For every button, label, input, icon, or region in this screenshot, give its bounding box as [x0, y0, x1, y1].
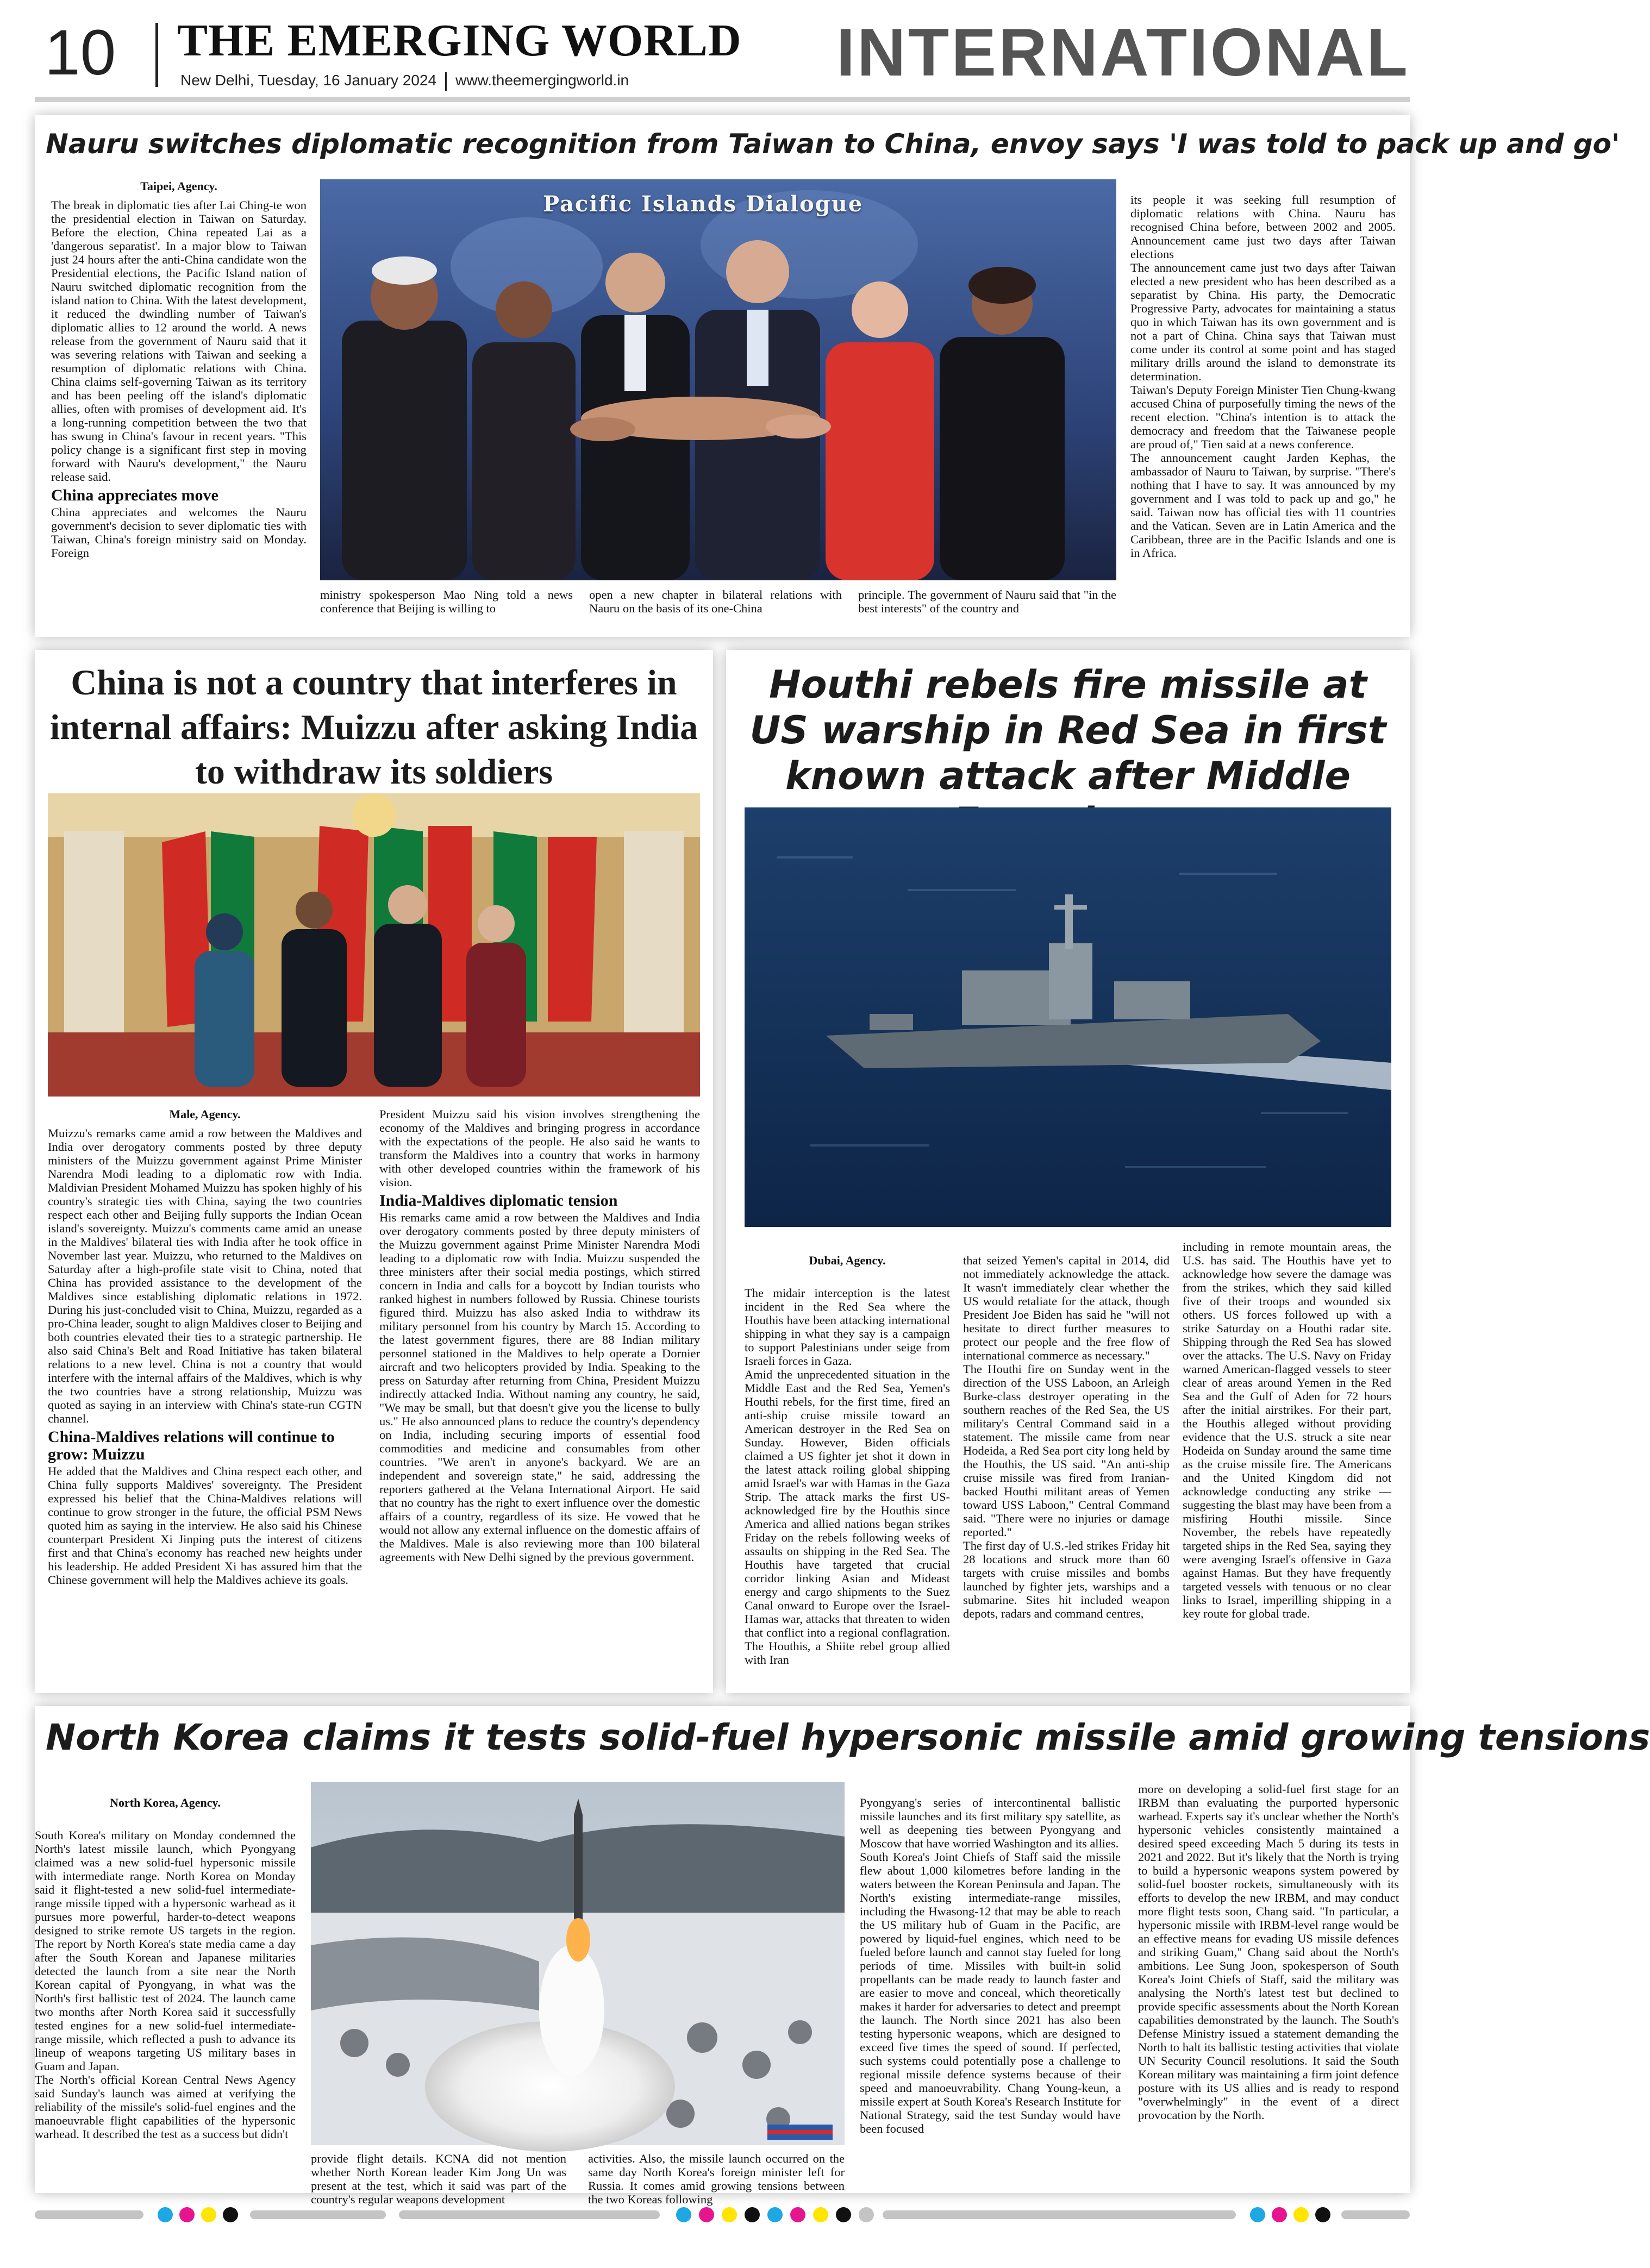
newspaper-name: THE EMERGING WORLD: [177, 15, 742, 66]
story-houthi-col3: [1183, 1240, 1391, 1686]
footer-bar-segment: [399, 2210, 660, 2219]
masthead-rule: [35, 97, 1410, 102]
story-houthi-headline[interactable]: Houthi rebels fire missile at US warship in Red Sea in first known attack after Middle: [749, 662, 1386, 798]
yellow-dot: [1293, 2207, 1309, 2222]
story-nauru-subhead: China appreciates move: [51, 486, 218, 504]
handshake-image: [320, 179, 1116, 580]
story-nk-col1-text: South Korea's military on Monday condemned the North's latest missile launch, which Pyongyang claimed was a new solid-fuel hypersonic missile with intermediate range. North Korea on Monday said it flight-tested a new solid-fuel intermediate-range missile tipped with a hypersonic warhead as it pursues more powerful, harder-to-detect weapons designed to strike remote US targets in the region. The report by North Korea's state media came a day after the South Korean and Japanese militaries detected the launch from a site near the North Korean capital of Pyongyang, in what was the North's first ballistic test of 2024. The launch came two months after North Korea said it successfully tested engines for a new solid-fuel intermediate-range missile, which reflected a push to advance its lineup of weapons targeting US military bases in Guam and Japan. The North's official Korean Central News Agency said Sunday's launch was aimed at verifying the reliability of the missile's solid-fuel engines and the manoeuvrable flight capabilities of the hypersonic warhead. It described the test as a success but didn't: [35, 1828, 296, 2141]
footer-bar-segment: [250, 2210, 386, 2219]
story-nauru-bottom-col4: [858, 588, 1116, 631]
masthead-subline: [180, 72, 629, 91]
story-maldives-dateline: Male, Agency.: [169, 1107, 241, 1121]
story-nauru-col1: [51, 179, 307, 630]
story-nk-bottom-col2: [311, 2152, 566, 2206]
story-north-korea-headline[interactable]: North Korea claims it tests solid-fuel hypersonic missile amid growing tensions: [46, 1716, 1650, 1758]
photo-banner-text: Pacific Islands Dialogue: [543, 191, 864, 217]
story-nk-col5-text: more on developing a solid-fuel first stage for an IRBM than evaluating the purported hypersonic warhead. Experts say it's unclear whether the North's hypersonic vehicles consistently maintained a desired speed exceeding Mach 5 during its tests in 2021 and 2022. But it's likely that the North is trying to build a hypersonic weapons system powered by solid-fuel booster rockets, simultaneously with its efforts to develop the new IRBM, and may conduct more flight tests soon, Chang said. "In particular, a hypersonic missile with IRBM-level range would be an effective means for evading US missile defences and striking Guam," Chang said about the North's ambitions. Lee Sung Joon, spokesperson of South Korea's Joint Chiefs of Staff, said the military was analysing the North's latest test but declined to provide specific assessments about the North Korean capabilities demonstrated by the launch. The South's Defense Ministry issued a statement demanding the North to halt its ballistic testing activities that violate UN Security Council resolutions. It said the South Korean military was maintaining a firm joint defence posture with its US allies and is ready to respond "overwhelmingly" in the event of a direct provocation by the North.: [1138, 1782, 1399, 2122]
nauru-photo: [320, 179, 1116, 580]
story-nauru-col5-text: its people it was seeking full resumption of diplomatic relations with China. Nauru has recognised China before, between 2002 and 2005. Announcement came just two days after Taiwan elections The announcement came just two days after Taiwan elected a new president who has been described as a separatist by China. His party, the Democratic Progressive Party, advocates for maintaining a status quo in which Taiwan has its own government and is not a part of China. China says that Taiwan must come under its control at some point and has staged military drills around the island to demonstrate its determination. Taiwan's Deputy Foreign Minister Tien Chung-kwang accused China of purposefully timing the news of the recent election. "China's intention is to attack the democracy and freedom that the Taiwanese people are proud of," Tien said at a news conference. The announcement caught Jarden Kephas, the ambassador of Nauru to Taiwan, by surprise. "There's nothing that I have to say. It was announced by my government and I was told to pack up and go," he said. Taiwan now has official ties with 11 countries and the Vatican. Seven are in Latin America and the Caribbean, three are in the Pacific Islands and one is in Africa.: [1130, 193, 1396, 560]
story-north-korea: [35, 1706, 1650, 2206]
magenta-dot: [179, 2207, 195, 2222]
story-nk-col4-text: Pyongyang's series of intercontinental ballistic missile launches and its first military spy satellite, as well as deepening ties between Pyongyang and Moscow that have worried Washington and its allies. South Korea's Joint Chiefs of Staff said the missile flew about 1,000 kilometres before landing in the waters between the Korean Peninsula and Japan. The North's existing intermediate-range missiles, including the Hwasong-12 that may be able to reach the US military hub of Guam in the Pacific, are powered by liquid-fuel engines, which need to be fueled before launch and cannot stay fueled for long periods of time. Missiles with built-in solid propellants can be made ready to launch faster and are easier to move and conceal, which theoretically makes it harder for adversaries to detect and preempt the launch. The North since 2021 has also been testing hypersonic weapons, which are designed to exceed five times the speed of sound. If perfected, such systems could potentially pose a challenge to regional missile defence systems because of their speed and manoeuvrability. Chang Young-keun, a missile expert at South Korea's Research Institute for National Strategy, said the test Sunday would have been focused: [860, 1796, 1121, 2135]
yellow-dot: [813, 2207, 828, 2222]
story-nauru-bottom-col3-text: open a new chapter in bilateral relations with Nauru on the basis of its one-China: [589, 588, 842, 615]
cyan-dot: [767, 2207, 783, 2222]
story-nauru-col5: [1130, 179, 1396, 630]
story-houthi-col1: [745, 1240, 950, 1686]
story-nk-dateline: North Korea, Agency.: [110, 1796, 221, 1809]
magenta-dot: [790, 2207, 805, 2222]
masthead: [35, 11, 1410, 102]
yellow-dot: [722, 2207, 737, 2222]
story-nk-col1: [35, 1782, 296, 2189]
section-title: INTERNATIONAL: [836, 15, 1410, 90]
footer-bar-segment: [883, 2210, 1236, 2219]
magenta-dot: [1272, 2207, 1287, 2222]
missile-launch-image: [311, 1782, 845, 2145]
story-nk-bottom-col2-text: provide flight details. KCNA did not mention whether North Korean leader Kim Jong Un was present at the test, which it said was part of the country's regular weapons development: [311, 2152, 566, 2206]
story-nauru-bottom-col2-text: ministry spokesperson Mao Ning told a news conference that Beijing is willing to: [320, 588, 573, 615]
story-nauru: [35, 115, 1620, 637]
magenta-dot: [699, 2207, 714, 2222]
story-nauru-bottom-col2: [320, 588, 573, 631]
maldives-photo: [48, 793, 700, 1097]
black-dot: [836, 2207, 851, 2222]
website-link[interactable]: www.theemergingworld.in: [455, 72, 629, 89]
story-houthi-dateline: Dubai, Agency.: [809, 1254, 886, 1267]
story-maldives-col2-end: His remarks came amid a row between the Maldives and India over derogatory comments posted by three deputy ministers of the Muizzu government against Prime Minister Narendra Modi leading to a diplomatic row with India. Muizzu suspended the three ministers after their social media postings, which stirred concern in India and calls for a boycott by Indian tourists who ranked highest in numbers followed by Russia. Chinese tourists figured third. Muizzu has also asked India to withdraw its military personnel from his country by March 15. According to the latest government figures, there are 88 Indian military personnel stationed in the Maldives to help operate a Dornier aircraft and two helicopters provided by India. Speaking to the press on Saturday after returning from China, President Muizzu indirectly attacked India. Without naming any country, he said, "We may be small, but that doesn't give you the license to bully us." He also announced plans to reduce the country's dependency on India, including securing imports of essential food commodities and medicine and consumables from other countries. "We aren't in anyone's backyard. We are an independent and sovereign state," he said, addressing the reporters gathered at the Velana International Airport. He said that no country has the right to exert influence over the domestic affairs of a country, regardless of its size. He vowed that he would not allow any external influence on the domestic affairs of the Maldives. Male is also reviewing more than 100 bilateral agreements with New Delhi signed by the previous government.: [379, 1211, 700, 1564]
story-nauru-bottom-col4-text: principle. The government of Nauru said that "in the best interests" of the country and: [858, 588, 1116, 615]
black-dot: [223, 2207, 238, 2222]
story-nk-col4: [860, 1782, 1121, 2189]
story-houthi-col1-text: The midair interception is the latest incident in the Red Sea where the Houthis have been attacking international shipping in what they say is a campaign to support Palestinians under seige from Israeli forces in Gaza. Amid the unprecedented situation in the Middle East and the Red Sea, Yemen's Houthi rebels, for the first time, fired an anti-ship cruise missile toward an American destroyer in the Red Sea on Sunday. However, Biden officials claimed a US fighter jet shot it down in the latest attack roiling global shipping amid Israel's war with Hamas in the Gaza Strip. The attack marks the first US-acknowledged fire by the Houthis since America and allied nations began strikes Friday on the rebels following weeks of assaults on shipping in the Red Sea. The Houthis have targeted that crucial corridor linking Asian and Mideast energy and cargo shipments to the Suez Canal onward to Europe over the Israel-Hamas war, attacks that threaten to widen that conflict into a regional conflagration. The Houthis, a Shiite rebel group allied with Iran: [745, 1286, 950, 1666]
black-dot: [1315, 2207, 1330, 2222]
story-houthi-col3-text: including in remote mountain areas, the U.S. has said. The Houthis have yet to acknowledge how severe the damage was from the strikes, which they said killed five of their troops and wounded six others. US forces followed up with a strike Saturday on a Houthi radar site. Shipping through the Red Sea has slowed over the attacks. The U.S. Navy on Friday warned American-flagged vessels to steer clear of areas around Yemen in the Red Sea and the Gulf of Aden for 72 hours after the initial airstrikes. For their part, the Houthis alleged without providing evidence that the U.S. struck a site near Hodeida on Sunday around the same time as the cruise missile fire. The Americans and the United Kingdom did not acknowledge conducting any strike — suggesting the blast may have been from a misfiring Houthi missile. Since November, the rebels have repeatedly targeted ships in the Red Sea, saying they were avenging Israel's offensive in Gaza against Hamas. But they have frequently targeted vessels with tenuous or no clear links to Israel, imperilling shipping in a key route for global trade.: [1183, 1240, 1391, 1620]
cyan-dot: [676, 2207, 691, 2222]
story-nk-bottom-col3: [588, 2152, 845, 2206]
story-nauru-col1-end: China appreciates and welcomes the Nauru government's decision to sever diplomatic ties with Taiwan, China's foreign ministry said on Monday. Foreign: [51, 505, 307, 560]
story-maldives: [35, 650, 713, 1693]
masthead-divider: [155, 23, 158, 87]
story-nauru-dateline: Taipei, Agency.: [140, 179, 217, 193]
story-nauru-col1-text: The break in diplomatic ties after Lai Ching-te won the presidential election in Taiwan on Saturday. Before the election, China repeated Lai as a 'dangerous separatist'. In a major blow to Taiwan just 24 hours after the anti-China candidate won the Presidential elections, the Pacific Island nation of Nauru switched diplomatic recognition from the island nation to China. With the latest development, it reduced the dwindling number of Taiwan's diplomatic allies to 12 around the world. A news release from the government of Nauru said that it was severing relations with Taiwan and seeking a resumption of diplomatic relations with China. China claims self-governing Taiwan as its territory and has been peeling off the island's diplomatic allies, often with promises of development aid. It's a long-running competition between the two that has swung in China's favour in recent years. "This policy change is a significant first step in moving forward with Nauru's development," the Nauru release said.: [51, 198, 307, 484]
story-maldives-col1: [48, 1107, 362, 1683]
story-houthi-col2: [963, 1240, 1170, 1686]
subline-divider: [445, 72, 447, 91]
story-nk-bottom-col3-text: activities. Also, the missile launch occurred on the same day North Korea's foreign minister left for Russia. It comes amid growing tensions between the two Koreas following: [588, 2152, 845, 2206]
story-maldives-col1-text: Muizzu's remarks came amid a row between the Maldives and India over derogatory comments posted by three deputy ministers of the Muizzu government against Prime Minister Narendra Modi leading to a diplomatic row with India. Maldivian President Mohamed Muizzu has spoken highly of his country's strategic ties with China, saying the two countries respect each other and Beijing fully supports the Indian Ocean island's sovereignty. Muizzu's comments came amid an unease in the Maldives' bilateral ties with India after he took office in November last year. Muizzu, who returned to the Maldives on Saturday after a high-profile state visit to China, noted that China has provided assistance to the development of the Maldives since establishing diplomatic relations in 1972. During his just-concluded visit to China, Muizzu, regarded as a pro-China leader, sought to align Maldives closer to Beijing and both countries elevated their ties to a strategic partnership. He also said China's Belt and Road Initiative has taken bilateral relations to a new level. China is not a country that would interfere with the internal affairs of the Maldives, which is why the two countries have a strong relationship, Muizzu was quoted as saying in an interview with China's state-run CGTN channel.: [48, 1126, 362, 1425]
story-maldives-col1-end: He added that the Maldives and China respect each other, and China fully supports Maldives' sovereignty. The President expressed his belief that the China-Maldives relations will continue to grow stronger in the future, the official PSM News quoted him as saying in the interview. He also said his Chinese counterpart President Xi Jinping puts the interest of citizens first and that China's economy has reached new heights under his leadership. He added President Xi has assured him that the Chinese government will help the Maldives achieve its goals.: [48, 1464, 362, 1587]
gray-dot: [859, 2207, 874, 2222]
story-maldives-col2-text: President Muizzu said his vision involves strengthening the economy of the Maldives and bringing progress in accordance with the expectations of the people. He also said he wants to transform the Maldives into a country that works in harmony with other developed countries within the framework of his vision.: [379, 1107, 700, 1189]
story-houthi: [726, 650, 1410, 1693]
issue-date: New Delhi, Tuesday, 16 January 2024: [180, 72, 437, 89]
story-nauru-headline[interactable]: Nauru switches diplomatic recognition from Taiwan to China, envoy says 'I was told to pack up and go': [46, 128, 1620, 160]
black-dot: [745, 2207, 760, 2222]
footer-bar-segment: [1341, 2210, 1410, 2219]
warship-image: [745, 807, 1391, 1227]
story-maldives-subhead-2: India-Maldives diplomatic tension: [379, 1192, 618, 1210]
warship-photo: [745, 807, 1391, 1227]
yellow-dot: [201, 2207, 216, 2222]
story-nauru-bottom-col3: [589, 588, 842, 631]
cyan-dot: [158, 2207, 173, 2222]
leaders-image: [48, 793, 700, 1097]
page-number: 10: [45, 17, 116, 89]
story-nk-col5: [1138, 1782, 1399, 2189]
cyan-dot: [1250, 2207, 1265, 2222]
footer-bar-segment: [35, 2210, 143, 2219]
story-maldives-headline[interactable]: China is not a country that interferes in internal affairs: Muizzu after asking India to withdraw its soldiers: [49, 663, 698, 792]
story-maldives-col2: [379, 1107, 700, 1683]
story-maldives-subhead-1: China-Maldives relations will continue to grow: Muizzu: [48, 1428, 335, 1463]
print-registration-bar: [35, 2206, 1410, 2222]
story-houthi-col2-text: that seized Yemen's capital in 2014, did not immediately acknowledge the attack. It wasn't immediately clear whether the US would retaliate for the attack, though President Joe Biden has said he "will not hesitate to direct further measures to protect our people and the free flow of international commerce as necessary." The Houthi fire on Sunday went in the direction of the USS Laboon, an Arleigh Burke-class destroyer operating in the southern reaches of the Red Sea, the US military's Central Command said in a statement. The missile came from near Hodeida, a Red Sea port city long held by the Houthis, the US said. "An anti-ship cruise missile was fired from Iranian-backed Houthi militant areas of Yemen toward USS Laboon," Central Command said. "There were no injuries or damage reported." The first day of U.S.-led strikes Friday hit 28 locations and struck more than 60 targets with cruise missiles and bombs launched by fighter jets, warships and a submarine. Sites hit included weapon depots, radars and command centres,: [963, 1254, 1170, 1620]
missile-launch-photo: [311, 1782, 845, 2145]
